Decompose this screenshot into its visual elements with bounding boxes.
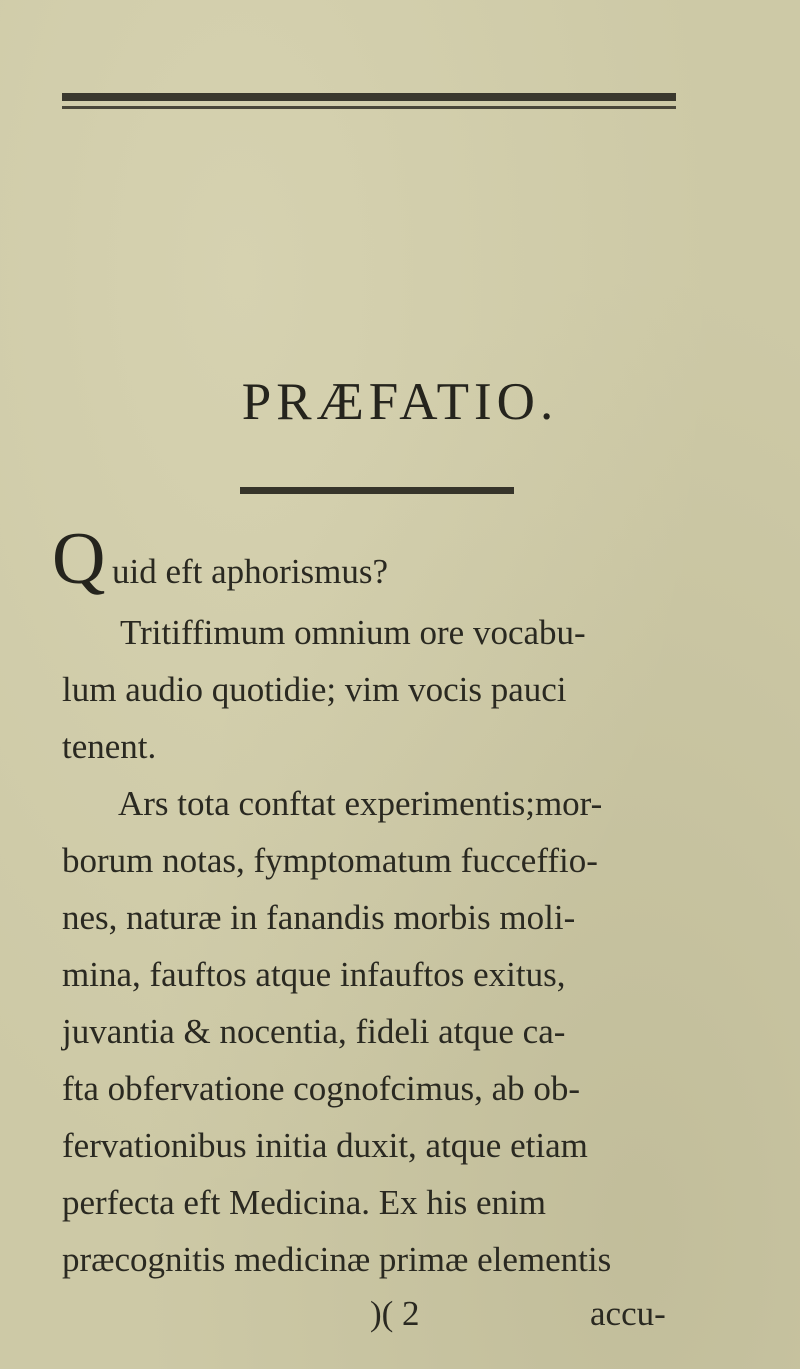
catchword: accu-	[590, 1294, 666, 1333]
text-line: fervationibus initia duxit, atque etiam	[62, 1126, 588, 1165]
text-line: Tritiffimum omnium ore vocabu-	[120, 613, 586, 652]
text-line: fta obfervatione cognofcimus, ab ob-	[62, 1069, 581, 1108]
text-line: lum audio quotidie; vim vocis pauci	[62, 670, 567, 709]
text-line: præcognitis medicinæ primæ elementis	[62, 1240, 612, 1279]
title-rule	[240, 487, 514, 494]
text-line: borum notas, fymptomatum fucceffio-	[62, 841, 598, 880]
header-rule-thin	[62, 106, 676, 109]
drop-cap: Q	[52, 518, 106, 600]
signature-mark: )( 2	[370, 1294, 420, 1333]
text-line: nes, naturæ in fanandis morbis moli-	[62, 898, 576, 937]
text-line: juvantia & nocentia, fideli atque ca-	[62, 1012, 566, 1051]
text-line: Ars tota conftat experimentis;mor-	[118, 784, 603, 823]
text-line: perfecta eft Medicina. Ex his enim	[62, 1183, 546, 1222]
page-title: PRÆFATIO.	[241, 373, 559, 431]
text-line: uid eft aphorismus?	[112, 552, 389, 591]
text-line: tenent.	[62, 727, 157, 766]
text-line: mina, fauftos atque infauftos exitus,	[62, 955, 566, 994]
header-rule	[62, 93, 676, 101]
